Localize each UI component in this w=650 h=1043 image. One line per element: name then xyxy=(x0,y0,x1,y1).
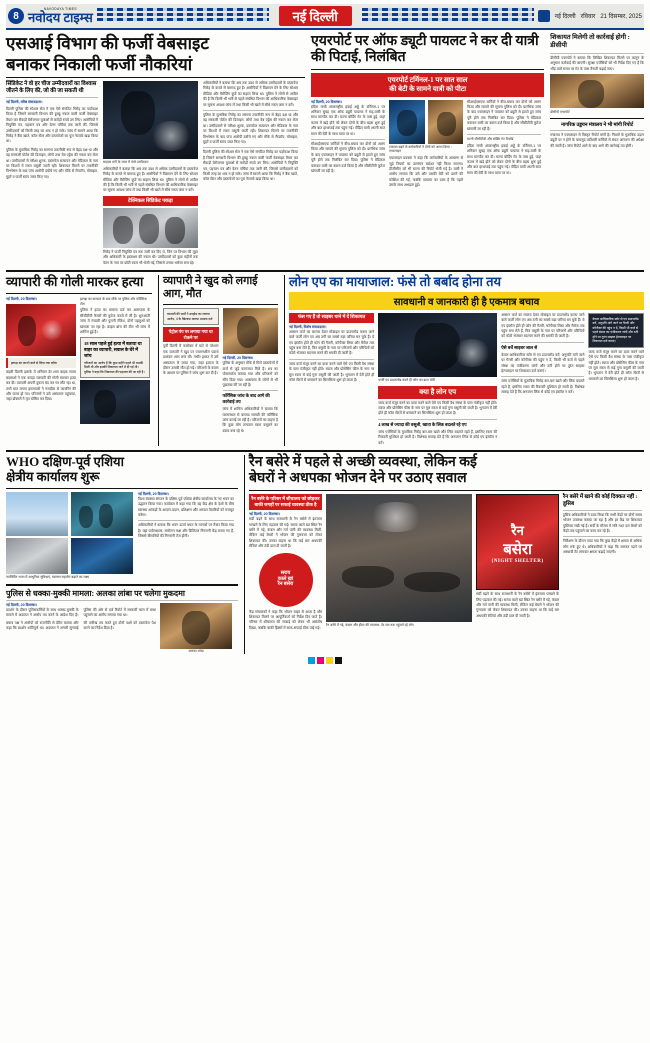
who-photo-strip-2 xyxy=(6,538,134,574)
murder-photo xyxy=(6,304,76,356)
dcp-headline: शिकायत मिलेगी तो कार्रवाई होगी : डीसीपी xyxy=(550,34,630,50)
story-self-immolation xyxy=(158,275,278,446)
shelter-photo-interior xyxy=(326,494,472,622)
loanapp-tips-head: ऐसे बचें साइबर जाल से xyxy=(501,344,538,350)
story-byline: नई दिल्ली, वरिष्ठ संवाददाता। xyxy=(6,100,43,105)
immolation-headline: व्यापारी ने खुद को लगाई आग, मौत xyxy=(163,274,258,301)
shelter-body-1: सर्दी बढ़ने के साथ राजधानी के रैन बसेरों में इंतजाम परखने के लिए पड़ताल की गई। सराय काले खां स्थित रैन बसेरे में गद्दे, कंबल और गर्म पानी की व्यवस्था मिली, लेकिन कई बेघरों ने भोजन की गुणवत्ता को लेकर शिकायत की। उनका कहना था कि कई बार अधपकी रोटियां और ठंडी दाल दी जाती है। xyxy=(249,517,323,549)
ministry-subhead: नागरिक उड्डयन मंत्रालय ने भी मांगी रिपोर्ट xyxy=(561,122,634,128)
story-photo-caption: साइबर ठगी के जाल में फंसे उम्मीदवार xyxy=(103,160,149,165)
shelter-headline-2: बेघरों ने अधपका भोजन देने पर उठाए सवाल xyxy=(249,471,467,487)
story-photo-hacker xyxy=(103,81,198,159)
story-alka-lamba xyxy=(6,584,238,654)
pilot-headline: एयरपोर्ट पर ऑफ ड्यूटी पायलट ने कर दी यात्री की पिटाई, निलंबित xyxy=(311,34,539,66)
edition-icon xyxy=(538,10,550,22)
loanapp-photo-caption: फर्जी एप डाउनलोड करते ही फोन का डाटा चोरी xyxy=(378,377,436,382)
who-byline: नई दिल्ली, 20 दिसम्बर। xyxy=(138,491,169,496)
pilot-photo-2 xyxy=(428,100,464,144)
story-inset-body: गिरोह ने फर्जी नियुक्ति पत्र तक जारी कर दिए थे, जिन पर विभाग की मुहर और अधिकारी के हस्ताक्षर की नकल थी। उम्मीदवारों को कुछ महीनों तक वेतन के नाम पर छोटी रकम भी भेजी गई, जिससे उनका भरोसा बना रहे। xyxy=(103,249,198,265)
story-body-3: अधिकारियों ने बताया कि अब तक 350 से अधिक उम्मीदवारों के दस्तावेज गिरोह के कब्जे से बरामद हुए हैं। आरोपियों ने विज्ञापन देने के लिए सोशल मीडिया और मैसेजिंग ग्रुपों का सहारा लिया था। पुलिस ने लोगों से अपील की है कि किसी भी भर्ती से पहले संबंधित विभाग की आधिकारिक वेबसाइट पर सूचना अवश्य जांच लें तथा किसी भी खाते में सीधे रकम जमा न करें। xyxy=(103,166,198,193)
murder-headline: व्यापारी की गोली मारकर हत्या xyxy=(6,273,144,289)
police-body-1: प्रदर्शन के दौरान पुलिसकर्मियों के साथ धक्का-मुक्की के मामले में अदालत ने आरोप तय करने के आदेश दिए हैं। पुलिस की ओर से दर्ज रिपोर्ट में सरकारी काम में बाधा पहुंचाने का आरोप लगाया गया था। xyxy=(6,607,156,618)
loanapp-body-3: जल्द कर्ज मंजूर करने का दावा करने वाले ऐसे एप किसी वैध संस्था के पास पंजीकृत नहीं होते। ब्याज और प्रोसेसिंग फीस के नाम पर मूल रकम से कई गुना वसूली की जाती है। भुगतान में देरी होते ही कॉल सेंटरों से धमकाने का सिलसिला शुरू हो जाता है। xyxy=(378,400,498,416)
police-headline: पुलिस से धक्का-मुक्की मामला: अलका लांबा पर चलेगा मुकदमा xyxy=(6,588,185,598)
murder-inset-2 xyxy=(80,337,150,378)
shelter-side-body-1: डूसिब अधिकारियों ने दावा किया कि सभी केंद्रों पर दोनों समय भोजन उपलब्ध कराया जा रहा है और हर केंद्र पर शिकायत पुस्तिका रखी गई है। सर्दी के मौसम में रात्रि गश्त दल बेघरों को केंद्रों तक पहुंचाने का काम कर रहे हैं। xyxy=(563,512,642,533)
murder-inset-2-body: परिजनों का आरोप है कि कुछ महीने पहले भी धमकी मिली थी और इसकी शिकायत थाने में दी गई थी। पुलिस ने कहा कि शिकायत की पड़ताल की जा रही है। xyxy=(84,360,145,374)
loanapp-byline: नई दिल्ली, विशेष संवाददाता। xyxy=(289,324,327,329)
murder-body-1: बाहरी दिल्ली इलाके में शनिवार देर शाम बाइक सवार बदमाशों ने एक कपड़ा व्यापारी की गोली मारकर हत्या कर दी। व्यापारी अपनी दुकान बंद कर घर लौट रहा था, तभी घात लगाए हमलावरों ने नजदीक से फायरिंग की और फरार हो गए। परिजनों ने उसे अस्पताल पहुंचाया, जहां डॉक्टरों ने मृत घोषित कर दिया। xyxy=(6,370,76,402)
shelter-stamp-line-3: रैन बसेरा xyxy=(277,582,294,588)
shelter-photo-sign xyxy=(476,494,559,590)
immolation-body-1: पूर्वी दिल्ली में कारोबार में घाटे से परेशान एक व्यापारी ने खुद पर ज्वलनशील पदार्थ डालकर आग लगा ली। गंभीर हालत में उसे अस्पताल ले जाया गया, जहां इलाज के दौरान उसकी मौत हो गई। परिजनों के बयान के आधार पर पुलिस ने जांच शुरू कर दी है। xyxy=(163,344,219,376)
murder-photo-caption: झगड़ा का वारदात के बाद मौके पर पुलिस और फॉरेंसिक टीम xyxy=(80,296,147,306)
immolation-body-2: पुलिस के अनुसार मौके से मिले दस्तावेजों में कर्ज से जुड़े कागजात मिले हैं। शव का पोस्टमार्टम कराया गया और परिजनों को सौंप दिया गया। आसपास के लोगों से भी पूछताछ की जा रही है। xyxy=(222,361,278,387)
who-photo-hall xyxy=(71,538,133,574)
who-photo-building xyxy=(6,492,68,536)
story-headline: एसआई विभाग की फर्जी वेबसाइट xyxy=(6,34,209,53)
shelter-headline-1: रैन बसेरे में पहले से अच्छी व्यवस्था, लेकिन कई xyxy=(249,455,477,471)
page-number-badge: 8 xyxy=(8,8,24,24)
story-loan-app xyxy=(284,275,644,446)
pilot-byline: नई दिल्ली, 20 दिसम्बर। xyxy=(311,99,342,104)
pilot-body-1: इंदिरा गांधी अंतरराष्ट्रीय हवाई अड्डे के टर्मिनल-1 पर शनिवार सुबह एक ऑफ ड्यूटी पायलट ने सह-यात्री के साथ मारपीट कर दी। घटना बोर्डिंग गेट के पास हुई, जहां कतार में खड़े होने को लेकर दोनों के बीच बहस शुरू हुई और बात हाथापाई तक पहुंच गई। पीड़ित यात्री अपनी सात साल की बेटी के साथ यात्रा पर था। xyxy=(311,104,386,136)
who-body-2: अधिकारियों ने बताया कि भवन ऊर्जा बचत के मानकों पर तैयार किया गया है। यहां प्रयोगशाला, सम्मेलन कक्ष और डिजिटल निगरानी केंद्र बनाए गए हैं, जिससे बीमारियों की निगरानी तेज होगी। xyxy=(138,523,234,539)
loanapp-box1-head: 4 लाख से ज्यादा की वसूली, खाता के लिंक बदलते रहे एप xyxy=(378,421,467,427)
story-body-5: पुलिस के मुताबिक गिरोह का सरगना तकनीकी रूप से बेहद दक्ष था और वह सरकारी पोर्टल की डिजाइन, लोगो तथा वेब एड्रेस की नकल कर लेता था। उम्मीदवारों से परीक्षा शुल्क, दस्तावेज सत्यापन और मेडिकल के नाम पर किश्तों में रकम वसूली जाती रही। शिकायत मिलने पर तकनीकी विश्लेषण के बाद पांच आरोपी दबोचे गए और मौके से लैपटॉप, मोबाइल, मुहरें व फर्जी स्टांप जब्त किए गए। xyxy=(203,113,298,144)
edition-label: नई दिल्ली xyxy=(554,14,576,20)
who-headline-1: WHO दक्षिण-पूर्व एशिया xyxy=(6,454,124,470)
shelter-stamp-line-2: काले खां xyxy=(277,576,294,582)
immolation-photo xyxy=(223,308,279,354)
shelter-side-head: रैन बसेरे में खाने की कोई दिक्कत नहीं : डूसिब xyxy=(563,494,638,507)
dcp-photo-caption: डीसीपी एयरपोर्ट xyxy=(550,110,570,115)
immolation-inset-1 xyxy=(163,308,219,325)
dcp-body-1: डीसीपी एयरपोर्ट ने बताया कि लिखित शिकायत मिलने पर कानून के अनुसार कार्रवाई की जाएगी। सुरक्षा एजेंसियों को भी निर्देश दिए गए हैं कि भीड़ वाले समय पर गेट के पास तैनाती बढ़ाई जाए। xyxy=(550,55,644,71)
immolation-byline: नई दिल्ली, 20 दिसम्बर। xyxy=(222,356,254,361)
police-body-2: बचाव पक्ष ने आरोपों को राजनीति से प्रेरित बताया और कहा कि प्रदर्शन शांतिपूर्ण था। अदालत ने अगली सुनवाई की तारीख तय करते हुए दोनों पक्षों को दस्तावेज पेश करने का निर्देश दिया है। xyxy=(6,620,156,631)
who-photo-strip xyxy=(6,492,134,536)
police-photo-caption: अलका लांबा xyxy=(188,648,204,653)
immolation-inset-1-text: व्यापारी की फर्मों ने उपहोम का लगाया आरोप, 4 के खिलाफ कराया मामला दर्ज xyxy=(167,312,213,321)
story-fake-website xyxy=(6,34,305,266)
who-photo-lab xyxy=(6,538,68,574)
story-dcp-action xyxy=(550,34,644,266)
shelter-stamp-line-1: सराय xyxy=(280,570,291,576)
shelter-side-body-2: निरीक्षण के दौरान पाया गया कि कुछ केंद्रों में क्षमता से अधिक लोग रुके हुए थे। अधिकारियों ने कहा कि जरूरत पड़ने पर अस्थायी टेंट लगाकर क्षमता बढ़ाई जाएगी। xyxy=(563,539,642,555)
day-label: रविवार xyxy=(580,14,596,20)
murder-byline: नई दिल्ली, 20 दिसम्बर। xyxy=(6,296,37,301)
shelter-byline: नई दिल्ली, 20 दिसम्बर। xyxy=(249,512,280,517)
murder-inset-1-label: झगड़ा का जानने वाले से लिया गया ब्यौरा xyxy=(11,360,57,365)
police-photo-alka xyxy=(160,603,232,649)
who-photo-ceremony xyxy=(71,492,133,536)
loanapp-red-band: फंस गए हैं तो साइबर थाने में दें शिकायत xyxy=(289,313,374,323)
pilot-photo-caption: टकराव बढ़ने से कर्मचारियों ने दोनों को अलग किया : एयरलाइन xyxy=(389,144,452,154)
murder-photo-2 xyxy=(80,380,150,424)
murder-inset-1 xyxy=(6,358,76,368)
story-body-6: दिल्ली पुलिस की स्पेशल सेल ने एक ऐसे संगठित गिरोह का पर्दाफाश किया है जिसने सरकारी विभाग की हूबहू नकल वाली फर्जी वेबसाइट तैयार कर सैकड़ों बेरोजगार युवाओं से करोड़ों रुपये ठग लिए। आरोपियों ने नियुक्ति पत्र, पहचान पत्र और वेतन पर्चियां तक जारी कीं, जिससे उम्मीदवारों को किसी तरह का शक न हो सके। जांच में सामने आया कि गिरोह ने बैंक खाते, कॉल सेंटर और दस्तावेजों का पूरा नेटवर्क खड़ा किया था। xyxy=(203,150,298,182)
story-body-4: अधिकारियों ने बताया कि अब तक 350 से अधिक उम्मीदवारों के दस्तावेज गिरोह के कब्जे से बरामद हुए हैं। आरोपियों ने विज्ञापन देने के लिए सोशल मीडिया और मैसेजिंग ग्रुपों का सहारा लिया था। पुलिस ने लोगों से अपील की है कि किसी भी भर्ती से पहले संबंधित विभाग की आधिकारिक वेबसाइट पर सूचना अवश्य जांच लें तथा किसी भी खाते में सीधे रकम जमा न करें। xyxy=(203,81,298,107)
pilot-photo-1 xyxy=(389,100,425,144)
ministry-body: मंत्रालय ने एयरलाइन से विस्तृत रिपोर्ट मांगी है। नियमों के मुताबिक उड़ान ड्यूटी पर न होने के बावजूद वर्दीधारी कर्मियों से संयत आचरण की अपेक्षा की जाती है। जांच रिपोर्ट आने के बाद आगे की कार्रवाई तय होगी। xyxy=(550,132,644,148)
logo-subtitle: NAVODAYA TIMES xyxy=(43,6,77,11)
who-body-1: विश्व स्वास्थ्य संगठन के दक्षिण-पूर्व एशिया क्षेत्रीय कार्यालय के नए भवन का उद्घाटन किया गया। कार्यक्रम में कहा गया कि यह केंद्र क्षेत्र के देशों के बीच स्वास्थ्य आंकड़ों के आदान-प्रदान, प्रशिक्षण और आपात तैयारियों को मजबूत करेगा। xyxy=(138,496,234,518)
pilot-photo-strip xyxy=(389,100,463,144)
story-headline-line2: बनाकर निकाली फर्जी नौकरियां xyxy=(6,54,193,74)
pilot-body-2: सीआईएसएफ कर्मियों ने बीच-बचाव कर दोनों को अलग किया और मामले की सूचना पुलिस को दी। प्रारंभिक जांच के बाद एयरलाइन ने पायलट को ड्यूटी से हटाते हुए जांच पूरी होने तक निलंबित कर दिया। पुलिस ने मेडिकल कराकर यात्री का बयान दर्ज किया है और सीसीटीवी फुटेज खंगाली जा रही है। xyxy=(311,142,386,173)
shelter-subhead-band: रैन बसेरे के परिसर में शौचालय को छोड़कर बाकी जगहों पर सफाई व्यवस्था ठीक है xyxy=(249,494,322,510)
pilot-body-3: एयरलाइन प्रवक्ता ने कहा कि कर्मचारियों के आचरण से जुड़े नियमों का उल्लंघन बर्दाश्त नहीं किया जाएगा। डीजीसीए को भी घटना की रिपोर्ट भेजी गई है। यात्री ने आरोप लगाया कि उसे और उसकी बेटी को डराने की कोशिश की गई, जबकि पायलट का दावा है कि पहले उसके साथ अभद्रता हुई। xyxy=(389,156,464,188)
loanapp-yellow-band: सावधानी व जानकारी ही है एकमात्र बचाव xyxy=(289,292,644,310)
loanapp-body-2: जल्द कर्ज मंजूर करने का दावा करने वाले ऐसे एप किसी वैध संस्था के पास पंजीकृत नहीं होते। ब्याज और प्रोसेसिंग फीस के नाम पर मूल रकम से कई गुना वसूली की जाती है। भुगतान में देरी होते ही कॉल सेंटरों से धमकाने का सिलसिला शुरू हो जाता है। xyxy=(289,361,375,383)
dcp-photo xyxy=(550,74,644,108)
story-pilot-assault xyxy=(311,34,544,266)
shelter-sign-line-2: बसेरा xyxy=(503,541,532,558)
city-edition-tag: नई दिल्ली xyxy=(279,6,352,26)
immolation-inset-3: फॉरेंसिक जांच के बाद आगे की कार्रवाई तय xyxy=(222,393,270,405)
loanapp-subhead-band: क्या है लोन एप xyxy=(378,386,497,399)
story-body-1: दिल्ली पुलिस की स्पेशल सेल ने एक ऐसे संगठित गिरोह का पर्दाफाश किया है जिसने सरकारी विभाग की हूबहू नकल वाली फर्जी वेबसाइट तैयार कर सैकड़ों बेरोजगार युवाओं से करोड़ों रुपये ठग लिए। आरोपियों ने नियुक्ति पत्र, पहचान पत्र और वेतन पर्चियां तक जारी कीं, जिससे उम्मीदवारों को किसी तरह का शक न हो सके। जांच में सामने आया कि गिरोह ने बैंक खाते, कॉल सेंटर और दस्तावेजों का पूरा नेटवर्क खड़ा किया था। xyxy=(6,107,98,144)
masthead xyxy=(6,4,644,30)
story-who-office xyxy=(6,455,238,580)
story-night-shelter xyxy=(244,455,642,654)
murder-inset-2-head: 18 साल पहले हुई हत्या में बताया था बाहर का व्यापारी, सवाल के घेरे में जांच xyxy=(84,341,142,358)
shelter-body-2: केंद्र संचालकों ने कहा कि भोजन बाहर से आता है और शिकायत मिलने पर आपूर्तिकर्ता को निर्देश दिए जाते हैं। परिसर में शौचालय की सफाई को लेकर भी असंतोष दिखा, जबकि बाकी हिस्सों में साफ-सफाई ठीक पाई गई। xyxy=(249,609,323,630)
loanapp-body-1: आसान कर्ज का लालच देकर मोबाइल पर डाउनलोड कराए जाने वाले फर्जी लोन एप अब ठगी का सबसे बड़ा जरिया बन चुके हैं। ये एप इंस्टॉल होते ही फोन की गैलरी, कॉन्टैक्ट लिस्ट और मैसेज तक पहुंच बना लेते हैं, फिर वसूली के नाम पर परिजनों और परिचितों को फोटो भेजकर बदनाम करने की धमकी दी जाती है। xyxy=(289,329,375,356)
shelter-sign-line-1: रैन xyxy=(511,522,524,538)
story-inset-title: टेक्निकल सिंडिकेट पकड़ा xyxy=(103,196,198,206)
police-byline: नई दिल्ली, 20 दिसम्बर। xyxy=(6,602,37,607)
immolation-body-3: जांच में शामिल अधिकारियों ने बताया कि घटनास्थल से बरामद सामग्री की फॉरेंसिक जांच कराई जा रही है। परिजनों का कहना है कि कुछ लोग लगातार रकम वसूलने का दबाव बना रहे थे। xyxy=(222,407,278,433)
story-body-2: पुलिस के मुताबिक गिरोह का सरगना तकनीकी रूप से बेहद दक्ष था और वह सरकारी पोर्टल की डिजाइन, लोगो तथा वेब एड्रेस की नकल कर लेता था। उम्मीदवारों से परीक्षा शुल्क, दस्तावेज सत्यापन और मेडिकल के नाम पर किश्तों में रकम वसूली जाती रही। शिकायत मिलने पर तकनीकी विश्लेषण के बाद पांच आरोपी दबोचे गए और मौके से लैपटॉप, मोबाइल, मुहरें व फर्जी स्टांप जब्त किए गए। xyxy=(6,147,98,179)
pilot-body-4: सीआईएसएफ कर्मियों ने बीच-बचाव कर दोनों को अलग किया और मामले की सूचना पुलिस को दी। प्रारंभिक जांच के बाद एयरलाइन ने पायलट को ड्यूटी से हटाते हुए जांच पूरी होने तक निलंबित कर दिया। पुलिस ने मेडिकल कराकर यात्री का बयान दर्ज किया है और सीसीटीवी फुटेज खंगाली जा रही है। xyxy=(467,99,542,131)
pilot-body-5: इंदिरा गांधी अंतरराष्ट्रीय हवाई अड्डे के टर्मिनल-1 पर शनिवार सुबह एक ऑफ ड्यूटी पायलट ने सह-यात्री के साथ मारपीट कर दी। घटना बोर्डिंग गेट के पास हुई, जहां कतार में खड़े होने को लेकर दोनों के बीच बहस शुरू हुई और बात हाथापाई तक पहुंच गई। पीड़ित यात्री अपनी सात साल की बेटी के साथ यात्रा पर था। xyxy=(467,143,542,175)
shelter-photo-caption: रैन बसेरे में गद्दे, कंबल और हीटर की व्यवस्था, देर रात तक पहुंचते रहे लोग xyxy=(326,623,414,628)
newspaper-logo xyxy=(28,8,93,24)
who-headline-2: क्षेत्रीय कार्यालय शुरू xyxy=(6,468,100,484)
shelter-stamp xyxy=(259,553,313,607)
cmyk-registration-marks xyxy=(6,657,644,664)
loanapp-headline: लोन एप का मायाजाल: फंसे तो बर्बाद होना तय xyxy=(289,273,502,289)
loanapp-photo-hooded xyxy=(378,313,497,377)
pilot-sub-caption: घटनी सीसीटीवी और बोर्डिंग गेट रिकॉर्ड xyxy=(467,137,514,142)
shelter-body-3: सर्दी बढ़ने के साथ राजधानी के रैन बसेरों में इंतजाम परखने के लिए पड़ताल की गई। सराय काले खां स्थित रैन बसेरे में गद्दे, कंबल और गर्म पानी की व्यवस्था मिली, लेकिन कई बेघरों ने भोजन की गुणवत्ता को लेकर शिकायत की। उनका कहना था कि कई बार अधपकी रोटियां और ठंडी दाल दी जाती है। xyxy=(476,592,560,618)
story-trader-murder xyxy=(6,275,152,446)
immolation-inset-2: पेट्रोल पंप पर लगाया गया था रोकने पर xyxy=(163,327,219,342)
loanapp-box1-body: जांच एजेंसियों के मुताबिक गिरोह बार-बार खाते और लिंक बदलते रहते हैं, इसलिए रकम की रिकवरी मुश्किल हो जाती है। विशेषज्ञ सलाह देते हैं कि अनजान लिंक से कोई एप इंस्टॉल न करें। xyxy=(378,429,498,445)
who-photo-caption: नवनिर्मित भवन में आधुनिक सुविधाएं, स्वास्थ्य सहयोग बढ़ाने का लक्ष्य xyxy=(6,574,90,579)
story-subhead: सिंडिकेट ने वो हर चीज उम्मीदवारों का विश्वास जीतने के लिए की, जो की जा सकती थी xyxy=(6,81,97,95)
logo-title: नवोदय टाइम्स xyxy=(28,10,93,26)
masthead-stripes xyxy=(97,8,269,24)
pilot-red-band: एयरपोर्ट टर्मिनल-1 पर सात साल की बेटी के सामने यात्री को पीटा xyxy=(311,73,544,97)
loanapp-body-4: आसान कर्ज का लालच देकर मोबाइल पर डाउनलोड कराए जाने वाले फर्जी लोन एप अब ठगी का सबसे बड़ा जरिया बन चुके हैं। ये एप इंस्टॉल होते ही फोन की गैलरी, कॉन्टैक्ट लिस्ट और मैसेज तक पहुंच बना लेते हैं, फिर वसूली के नाम पर परिजनों और परिचितों को फोटो भेजकर बदनाम करने की धमकी दी जाती है। xyxy=(501,312,585,339)
loanapp-body-5: जांच एजेंसियों के मुताबिक गिरोह बार-बार खाते और लिंक बदलते रहते हैं, इसलिए रकम की रिकवरी मुश्किल हो जाती है। विशेषज्ञ सलाह देते हैं कि अनजान लिंक से कोई एप इंस्टॉल न करें। xyxy=(501,379,585,395)
shelter-sign-sub: (NIGHT SHELTER) xyxy=(491,558,544,564)
masthead-stripes-right xyxy=(362,8,534,24)
date-label: 21 दिसम्बर, 2025 xyxy=(600,14,642,20)
murder-body-2: पुलिस ने हत्या का मामला दर्ज कर आसपास के सीसीटीवी कैमरों की फुटेज कब्जे में ली है। शुरुआती जांच में रंगदारी और पुरानी रंजिश, दोनों पहलुओं को खंगाला जा रहा है। क्राइम ब्रांच की टीम भी जांच में शामिल हुई है। xyxy=(80,308,150,335)
loanapp-body-6: जल्द कर्ज मंजूर करने का दावा करने वाले ऐसे एप किसी वैध संस्था के पास पंजीकृत नहीं होते। ब्याज और प्रोसेसिंग फीस के नाम पर मूल रकम से कई गुना वसूली की जाती है। भुगतान में देरी होते ही कॉल सेंटरों से धमकाने का सिलसिला शुरू हो जाता है। xyxy=(588,349,644,381)
loanapp-tips-body: केवल आधिकारिक स्टोर से एप डाउनलोड करें, अनुमति मांगे जाने पर गैलरी और कॉन्टैक्ट की पहुंच न दें, किसी भी कर्ज से पहले संस्था का पंजीकरण जांचें और ठगी होने पर तुरंत साइबर हेल्पलाइन पर शिकायत दर्ज कराएं। xyxy=(501,352,585,374)
masthead-date-block xyxy=(538,10,642,22)
loanapp-dark-box-text: केवल आधिकारिक स्टोर से एप डाउनलोड करें, अनुमति मांगे जाने पर गैलरी और कॉन्टैक्ट की पहुंच न दें, किसी भी कर्ज से पहले संस्था का पंजीकरण जांचें और ठगी होने पर तुरंत साइबर हेल्पलाइन पर शिकायत दर्ज कराएं। xyxy=(592,316,639,344)
story-photo-arrested xyxy=(103,208,198,248)
loanapp-dark-box xyxy=(588,313,644,348)
